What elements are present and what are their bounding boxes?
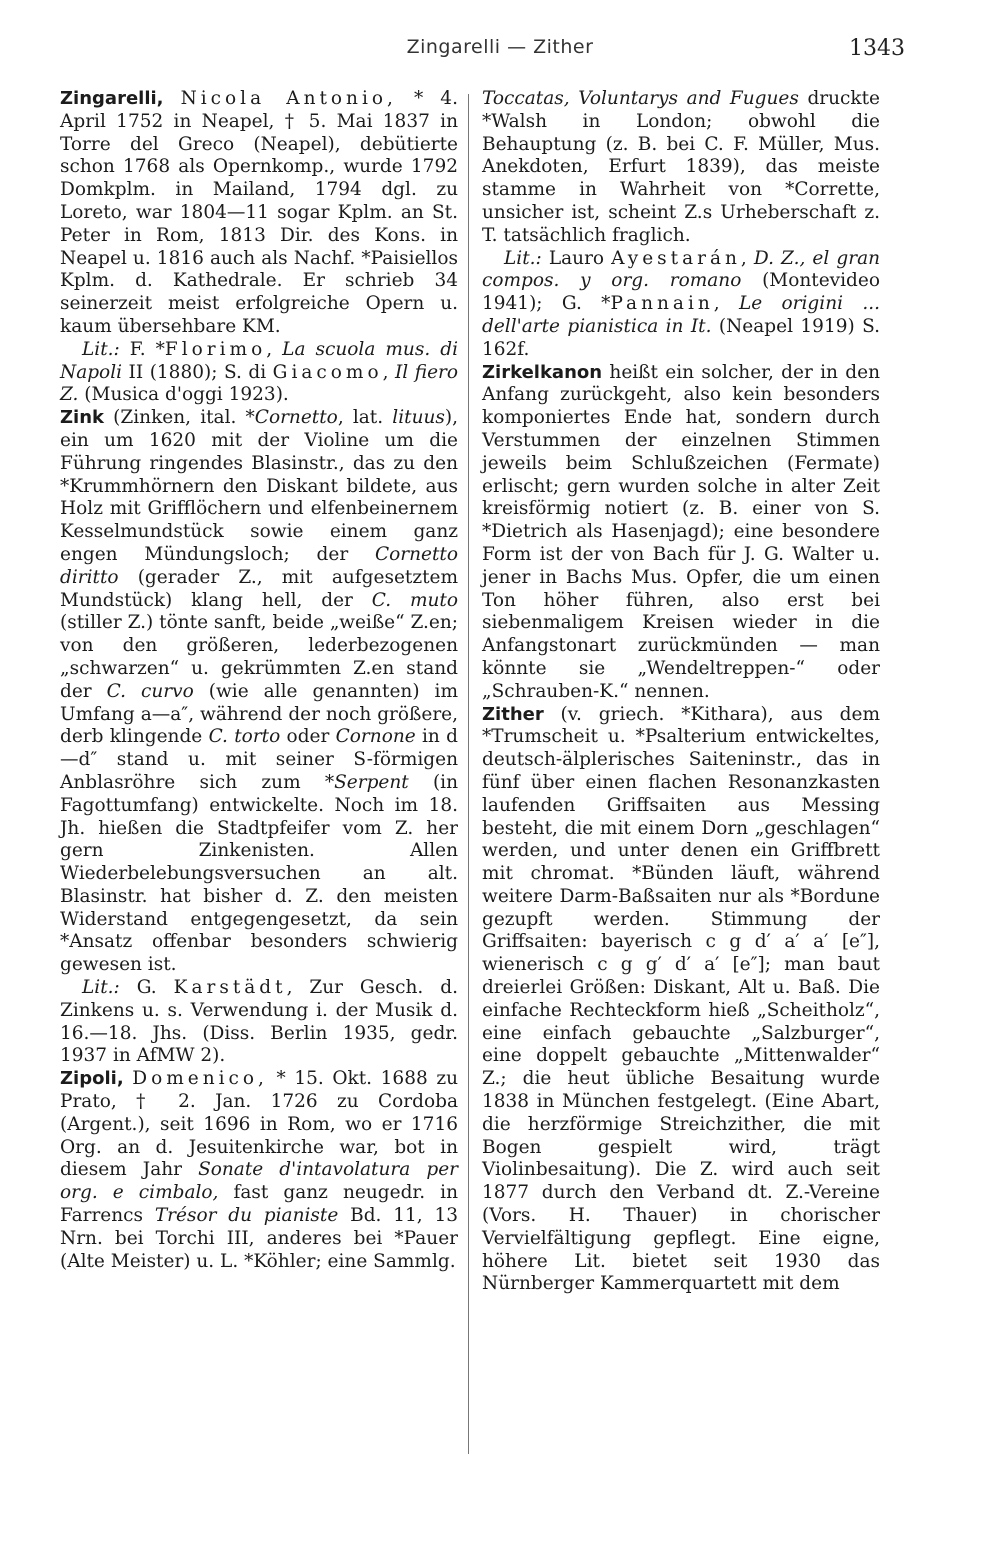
italic-term: Serpent — [334, 771, 409, 793]
entry-zirkelkanon — [482, 362, 880, 704]
italic-term: Toccatas, Voluntarys and Fugues — [482, 88, 799, 109]
lit-title: D. Z., el gran compos. y org. romano — [482, 247, 881, 292]
entry-zither — [482, 704, 880, 1297]
lit-text: , Zur Gesch. d. Zinkens u. s. Verwendung i. der Musik d. 16.—18. Jhs. (Diss. Berlin 1935, gedr. 1937 in AfMW 2). — [60, 977, 458, 1067]
italic-term: lituus — [392, 407, 445, 429]
headword-zirkelkanon: Zirkelkanon — [482, 361, 603, 383]
author-name: Ayestarán — [611, 247, 741, 269]
lit-label: Lit.: — [82, 977, 120, 999]
entry-text: , lat. — [337, 407, 393, 429]
author-name: Karstädt — [173, 977, 287, 999]
headword-zingarelli: Zingarelli, — [60, 88, 164, 109]
headword-zipoli: Zipoli, — [60, 1068, 124, 1090]
author-name: Pannain — [610, 293, 714, 315]
lit-title: Il fiero Z. — [60, 361, 459, 406]
lit-text: (Montevideo 1941); G. * — [482, 270, 880, 315]
lit-title: La scuola mus. di Napoli — [60, 338, 459, 383]
entry-text: (stiller Z.) tönte sanft, beide „weiße“ Z.en; von den größeren, lederbezogenen „schwarzen“ u. gekrümmten Z.en stand der — [60, 612, 458, 702]
entry-text: ), ein um 1620 mit der Violine um die Führung ringendes Blasinstr., das zu den *Krummhörnern den Diskant bildete, aus Holz mit Grifflöchern und elfenbeinernem Kesselmundstück sowie einem ganz engen Mündungsloch; der — [60, 407, 458, 565]
author-name: Giacomo — [272, 361, 383, 383]
entry-text: (v. griech. *Kithara), aus dem *Trumscheit u. *Psalterium entwickeltes, deutsch-älplerisches Saiteninstr., das in fünf über einen flachen Resonanzkasten laufenden Griffsaiten aus Messing besteht, die mit einem Dorn „geschlagen“ werden, und unter denen ein Griffbrett mit chromat. *Bünden läuft, während weitere Darm-Baßsaiten nur als *Bordune gezupft werden. Stimmung der Griffsaiten: bayerisch c g d′ a′ a′ [e″], wienerisch c g g′ d′ a′ [e″]; man baut dreierlei Größen: Diskant, Alt u. Baß. Die einfache Rechteckform hieß „Scheitholz“, eine einfach gebauchte „Salzburger“, eine doppelt gebauchte „Mittenwalder“ Z.; die heut übliche Besaitung wurde 1838 in München festgelegt. (Eine Abart, die herzförmige Streichzither, die mit Bogen gespielt wird, trägt Violinbesaitung). Die Z. wird auch seit 1877 durch den Verband dt. Z.-Vereine (Vors. H. Thauer) in chorischer Vervielfältigung gepflegt. Eine eigne, höhere Lit. bietet seit 1930 das Nürnberger Kammerquartett mit dem — [482, 703, 880, 1295]
italic-term: Trésor du pianiste — [154, 1205, 339, 1227]
lit-label: Lit.: — [504, 247, 542, 269]
italic-term: C. torto — [208, 726, 281, 748]
entry-text: (wie alle genannten) im Umfang a—a″, während der noch größere, derb klingende — [60, 680, 459, 748]
lit-text: F. * — [129, 338, 165, 360]
italic-term: Sonate d'intavolatura per org. e cimbalo, — [60, 1159, 458, 1204]
running-head: Zingarelli — Zither — [406, 36, 594, 58]
headword-zither: Zither — [482, 703, 544, 725]
lit-label: Lit.: — [82, 338, 120, 360]
literature-zink — [60, 977, 458, 1068]
italic-term: Cornone — [335, 726, 416, 748]
entry-zingarelli — [60, 88, 458, 339]
lit-text: , — [266, 338, 283, 360]
literature-zipoli — [482, 248, 880, 362]
italic-term: Cornetto — [254, 407, 338, 429]
page-header — [0, 36, 1000, 66]
entry-text: Bd. 11, 13 Nrn. bei Torchi III, anderes bei *Pauer (Alte Meister) u. L. *Köhler; eine Sammlg. — [60, 1205, 459, 1272]
given-name: Domenico, — [132, 1068, 268, 1090]
entry-zipoli-continued — [482, 88, 880, 248]
entry-text: fast ganz neugedr. in Farrencs — [60, 1182, 459, 1227]
page-number: 1343 — [849, 36, 905, 61]
entry-text: (in Fagottumfang) entwickelte. Noch im 18. Jh. hießen die Stadtpfeifer vom Z. her gern Zinkenisten. Allen Wiederbelebungsversuchen an alt. Blasinstr. hat bisher d. Z. den meisten Widerstand entgegengesetzt, da sein *Ansatz offenbar besonders schwierig gewesen ist. — [60, 771, 459, 976]
lit-text: Lauro — [548, 247, 612, 269]
given-name: Nicola Antonio, — [180, 88, 397, 109]
lit-text: , — [713, 293, 739, 315]
italic-term: Cornetto diritto — [60, 543, 458, 588]
entry-text: (gerader Z., mit aufgesetztem Mundstück) klang hell, der — [60, 566, 458, 611]
entry-text: (Zinken, ital. * — [104, 407, 255, 429]
lit-text: (Musica d'oggi 1923). — [78, 384, 289, 406]
entry-zipoli — [60, 1068, 458, 1273]
headword-zink: Zink — [60, 407, 105, 429]
lit-text: G. — [136, 977, 174, 999]
lit-text: (Neapel 1919) S. 162f. — [482, 315, 880, 360]
entry-text: druckte *Walsh in London; obwohl die Behauptung (z. B. bei C. F. Müller, Mus. Anekdoten, Erfurt 1839), das meiste stamme in Wahrheit von *Corrette, unsicher ist, scheint Z.s Urheberschaft z. T. tatsächlich fraglich. — [482, 88, 880, 246]
column-divider — [468, 94, 469, 1454]
lit-text: , — [382, 361, 395, 383]
literature-zingarelli — [60, 339, 458, 407]
lit-text: II (1880); S. di — [122, 361, 273, 383]
right-column — [482, 88, 880, 1296]
lit-title: Le origini ... dell'arte pianistica in It. — [482, 293, 880, 337]
entry-text: heißt ein solcher, der in den Anfang zurückgeht, also kein besonders komponiertes Ende hat, sondern durch Verstummen der einzelnen Stimmen jeweils beim Schlußzeichen (Fermate) erlischt; gern wurden solche in alter Zeit kreisförmig notiert (z. B. einer von S. *Dietrich als Hasenjagd); eine besondere Form ist der von Bach für J. G. Walter u. jener in Bachs Mus. Opfer, die um einen Ton höher führen, also erst bei siebenmaligem Kreisen wieder in die Anfangstonart zurückmünden — man könnte sie „Wendeltreppen-“ oder „Schrauben-K.“ nennen. — [482, 361, 880, 702]
entry-zink — [60, 407, 458, 977]
lit-text: , — [740, 247, 754, 269]
entry-text: oder — [280, 726, 336, 748]
italic-term: C. muto — [371, 589, 458, 611]
entry-text: * 15. Okt. 1688 zu Prato, † 2. Jan. 1726 zu Cordoba (Argent.), seit 1696 in Rom, wo er 1716 Org. an d. Jesuitenkirche war, bot in diesem Jahr — [60, 1068, 458, 1181]
left-column — [60, 88, 458, 1273]
italic-term: C. curvo — [106, 680, 194, 702]
author-name: Florimo — [164, 338, 267, 360]
entry-text: * 4. April 1752 in Neapel, † 5. Mai 1837 in Torre del Greco (Neapel), debütierte schon 1768 als Opernkomp., wurde 1792 Domkplm. in Mailand, 1794 dgl. zu Loreto, war 1804—11 sogar Kplm. an St. Peter in Rom, 1813 Dir. des Kons. in Neapel u. 1816 auch als Nachf. *Paisiellos Kplm. d. Kathedrale. Er schrieb 34 seinerzeit meist erfolgreiche Opern u. kaum übersehbare KM. — [60, 88, 458, 337]
entry-text: in d—d″ stand u. mit seiner S-förmigen Anblasröhre sich zum * — [60, 726, 458, 793]
